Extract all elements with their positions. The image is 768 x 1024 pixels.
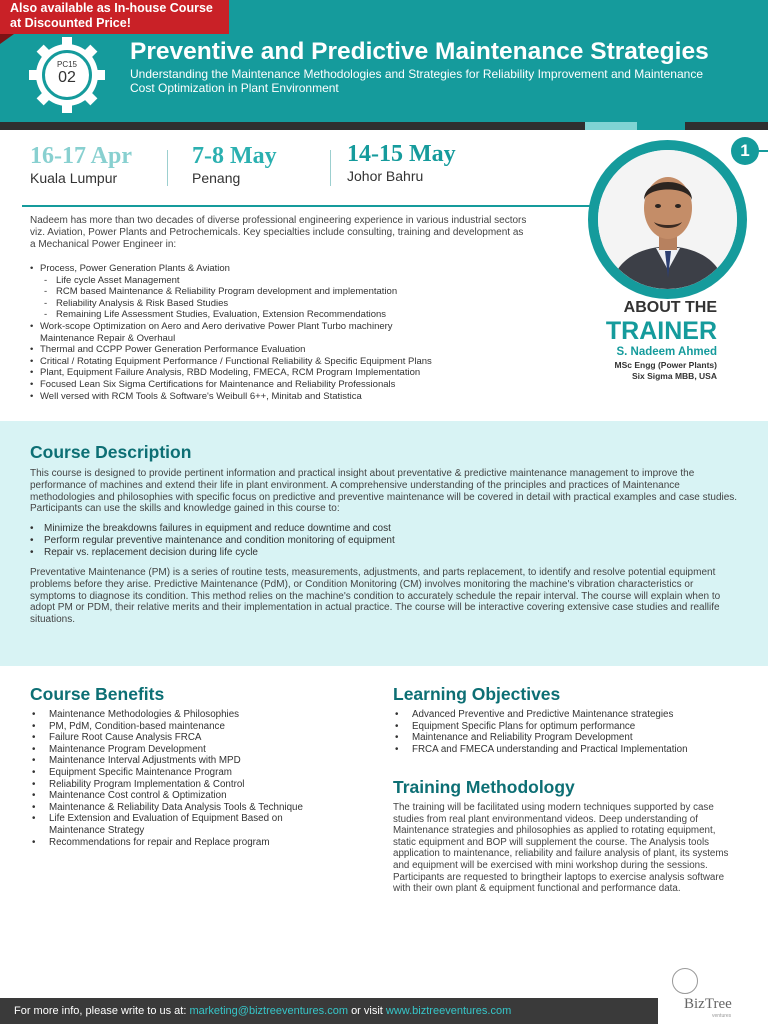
footer-bar bbox=[0, 998, 658, 1024]
list-item: • Maintenance Cost control & Optimization bbox=[30, 790, 370, 802]
list-item: - Life cycle Asset Management bbox=[30, 275, 570, 287]
city-text: Johor Bahru bbox=[347, 168, 424, 184]
page-subtitle: Understanding the Maintenance Methodologies and Strategies for Reliability Improvement and Maintenance Cost Optimization in Plant Environment bbox=[130, 67, 704, 95]
footer-email-link[interactable]: marketing@biztreeventures.com bbox=[189, 1005, 348, 1017]
footer-prefix: For more info, please write to us at: bbox=[14, 1005, 187, 1017]
list-item: • Repair vs. replacement decision during life cycle bbox=[30, 547, 730, 559]
list-item: • Thermal and CCPP Power Generation Performance Evaluation bbox=[30, 344, 570, 356]
course-description-heading: Course Description bbox=[30, 442, 192, 462]
city-text: Kuala Lumpur bbox=[30, 170, 118, 186]
list-item: Maintenance Repair & Overhaul bbox=[40, 332, 176, 344]
list-item: • Maintenance and Reliability Program Development bbox=[393, 732, 738, 744]
list-item: - Remaining Life Assessment Studies, Evaluation, Extension Recommendations bbox=[30, 309, 570, 321]
course-description-paragraph: This course is designed to provide pertinent information and practical insight about preventative & predictive maintenance management to improve the performance of machines and extend their life in plant environment. A comprehensive understanding of the principles and practices of Maintenance methodologies and philosophies with specific focus on predictive and preventive maintenance will be covered in detail with practical examples and case studies. Participants can use the skills and knowledge gained in this course to: bbox=[30, 468, 738, 515]
course-description-paragraph-2: Preventative Maintenance (PM) is a series of routine tests, measurements, adjustments, and parts replacement, to identify and resolve potential equipment problems before they arise. Predictive Maintenance (PdM), or Condition Monitoring (CM) involves monitoring the machine's vibration characteristics or symptoms to diagnose its condition. This method relies on the machine's condition to accurately schedule the repair interval. The course will explain when to adopt PM or PDM, their relative merits and their implementation in actual practice. The course will be interactive covering extensive case studies and reallife situations. bbox=[30, 567, 721, 626]
biztree-logo bbox=[672, 966, 742, 1018]
date-block-johor-bahru bbox=[347, 140, 456, 184]
date-separator bbox=[330, 150, 331, 186]
list-item: • Maintenance & Reliability Data Analysis Tools & Technique bbox=[30, 802, 370, 814]
list-item: • Maintenance Methodologies & Philosophies bbox=[30, 709, 370, 721]
list-item: • Perform regular preventive maintenance and condition monitoring of equipment bbox=[30, 535, 730, 547]
list-item: • FRCA and FMECA understanding and Practical Implementation bbox=[393, 744, 738, 756]
promo-fold bbox=[0, 34, 14, 44]
list-item: • Minimize the breakdowns failures in equipment and reduce downtime and cost bbox=[30, 523, 730, 535]
badge-code: PC15 bbox=[56, 60, 77, 69]
trainer-bio: Nadeem has more than two decades of diverse professional engineering experience in various industrial sectors viz. Aviation, Power Plants and Petrochemicals. Key specialties include consulting, training and development as a Mechanical Power Engineer in: bbox=[30, 215, 527, 250]
list-item: • Reliability Program Implementation & Control bbox=[30, 779, 370, 791]
training-methodology-text: The training will be facilitated using modern techniques supported by case studies from real plant environmentand videos. Deep understanding of Maintenance strategies and philosophies as applied to rotating equipment, static equipment and BOP will supplement the course. The Analysis tools application to maintenance, reliability and failure analysis of plant, its systems and equipment will be exercised with mini workshop during the sessions. Participants are requested to bringtheir laptops to exercise analysis software with their own plant & equipment functional and performance data. bbox=[393, 802, 729, 895]
list-item: • Focused Lean Six Sigma Certifications for Maintenance and Reliability Professionals bbox=[30, 379, 570, 391]
date-underline bbox=[22, 205, 592, 207]
list-item: • Process, Power Generation Plants & Aviation bbox=[30, 263, 570, 275]
badge-inner bbox=[42, 50, 92, 100]
promo-line2: at Discounted Price! bbox=[10, 16, 131, 30]
training-methodology-heading: Training Methodology bbox=[393, 777, 575, 797]
list-item: • Critical / Rotating Equipment Performance / Functional Reliability & Specific Equipment Plans bbox=[30, 356, 570, 368]
list-item: - RCM based Maintenance & Reliability Program development and implementation bbox=[30, 286, 570, 298]
promo-banner[interactable] bbox=[0, 0, 229, 34]
date-block-kuala-lumpur bbox=[30, 142, 132, 186]
course-outcomes-list bbox=[30, 523, 730, 559]
footer-website-link[interactable]: www.biztreeventures.com bbox=[385, 1005, 512, 1017]
learning-objectives-list bbox=[393, 709, 738, 755]
list-item: • Work-scope Optimization on Aero and Aero derivative Power Plant Turbo machinery bbox=[30, 321, 570, 333]
promo-line1: Also available as In-house Course bbox=[10, 1, 213, 15]
list-item: • Advanced Preventive and Predictive Maintenance strategies bbox=[393, 709, 738, 721]
list-item: - Reliability Analysis & Risk Based Studies bbox=[30, 298, 570, 310]
trainer-specialties-list bbox=[30, 263, 570, 402]
date-text: 7-8 May bbox=[192, 143, 277, 169]
course-benefits-list bbox=[30, 709, 370, 848]
trainer-photo bbox=[588, 140, 747, 299]
trainer-credential: MSc Engg (Power Plants) bbox=[614, 360, 717, 370]
divider-accent-light bbox=[585, 122, 637, 130]
divider-accent bbox=[637, 122, 685, 130]
list-item: • Well versed with RCM Tools & Software's Weibull 6++, Minitab and Statistica bbox=[30, 391, 570, 403]
date-text: 14-15 May bbox=[347, 141, 456, 167]
date-text: 16-17 Apr bbox=[30, 143, 132, 169]
list-item: Maintenance Strategy bbox=[49, 824, 145, 836]
course-benefits-heading: Course Benefits bbox=[30, 684, 165, 704]
trainer-number-line bbox=[758, 150, 768, 152]
trainer-name: S. Nadeem Ahmed bbox=[616, 346, 717, 358]
trainer-label: TRAINER bbox=[605, 317, 717, 345]
learning-objectives-heading: Learning Objectives bbox=[393, 684, 561, 704]
globe-icon bbox=[672, 968, 698, 994]
list-item: • Equipment Specific Maintenance Program bbox=[30, 767, 370, 779]
list-item: • Recommendations for repair and Replace program bbox=[30, 837, 370, 849]
list-item: • Equipment Specific Plans for optimum performance bbox=[393, 721, 738, 733]
trainer-portrait-icon bbox=[598, 150, 737, 289]
list-item: • Maintenance Interval Adjustments with MPD bbox=[30, 755, 370, 767]
trainer-number-badge: 1 bbox=[731, 137, 759, 165]
footer-middle: or visit bbox=[351, 1005, 383, 1017]
list-item: • Plant, Equipment Failure Analysis, RBD Modeling, FMECA, RCM Program Implementation bbox=[30, 367, 570, 379]
city-text: Penang bbox=[192, 170, 241, 186]
list-item: • PM, PdM, Condition-based maintenance bbox=[30, 721, 370, 733]
page-title: Preventive and Predictive Maintenance Strategies bbox=[130, 38, 709, 65]
date-block-penang bbox=[192, 142, 277, 186]
list-item: • Failure Root Cause Analysis FRCA bbox=[30, 732, 370, 744]
trainer-credential: Six Sigma MBB, USA bbox=[631, 371, 717, 381]
logo-text: BizTree bbox=[684, 996, 732, 1012]
list-item: • Life Extension and Evaluation of Equipment Based on bbox=[30, 813, 370, 825]
about-trainer bbox=[560, 298, 717, 382]
badge-number: 02 bbox=[58, 69, 76, 86]
date-separator bbox=[167, 150, 168, 186]
divider-bar bbox=[0, 122, 768, 130]
course-code-badge bbox=[28, 36, 106, 114]
logo-subtext: ventures bbox=[712, 1013, 732, 1019]
about-label: ABOUT THE bbox=[623, 299, 717, 316]
list-item: • Maintenance Program Development bbox=[30, 744, 370, 756]
